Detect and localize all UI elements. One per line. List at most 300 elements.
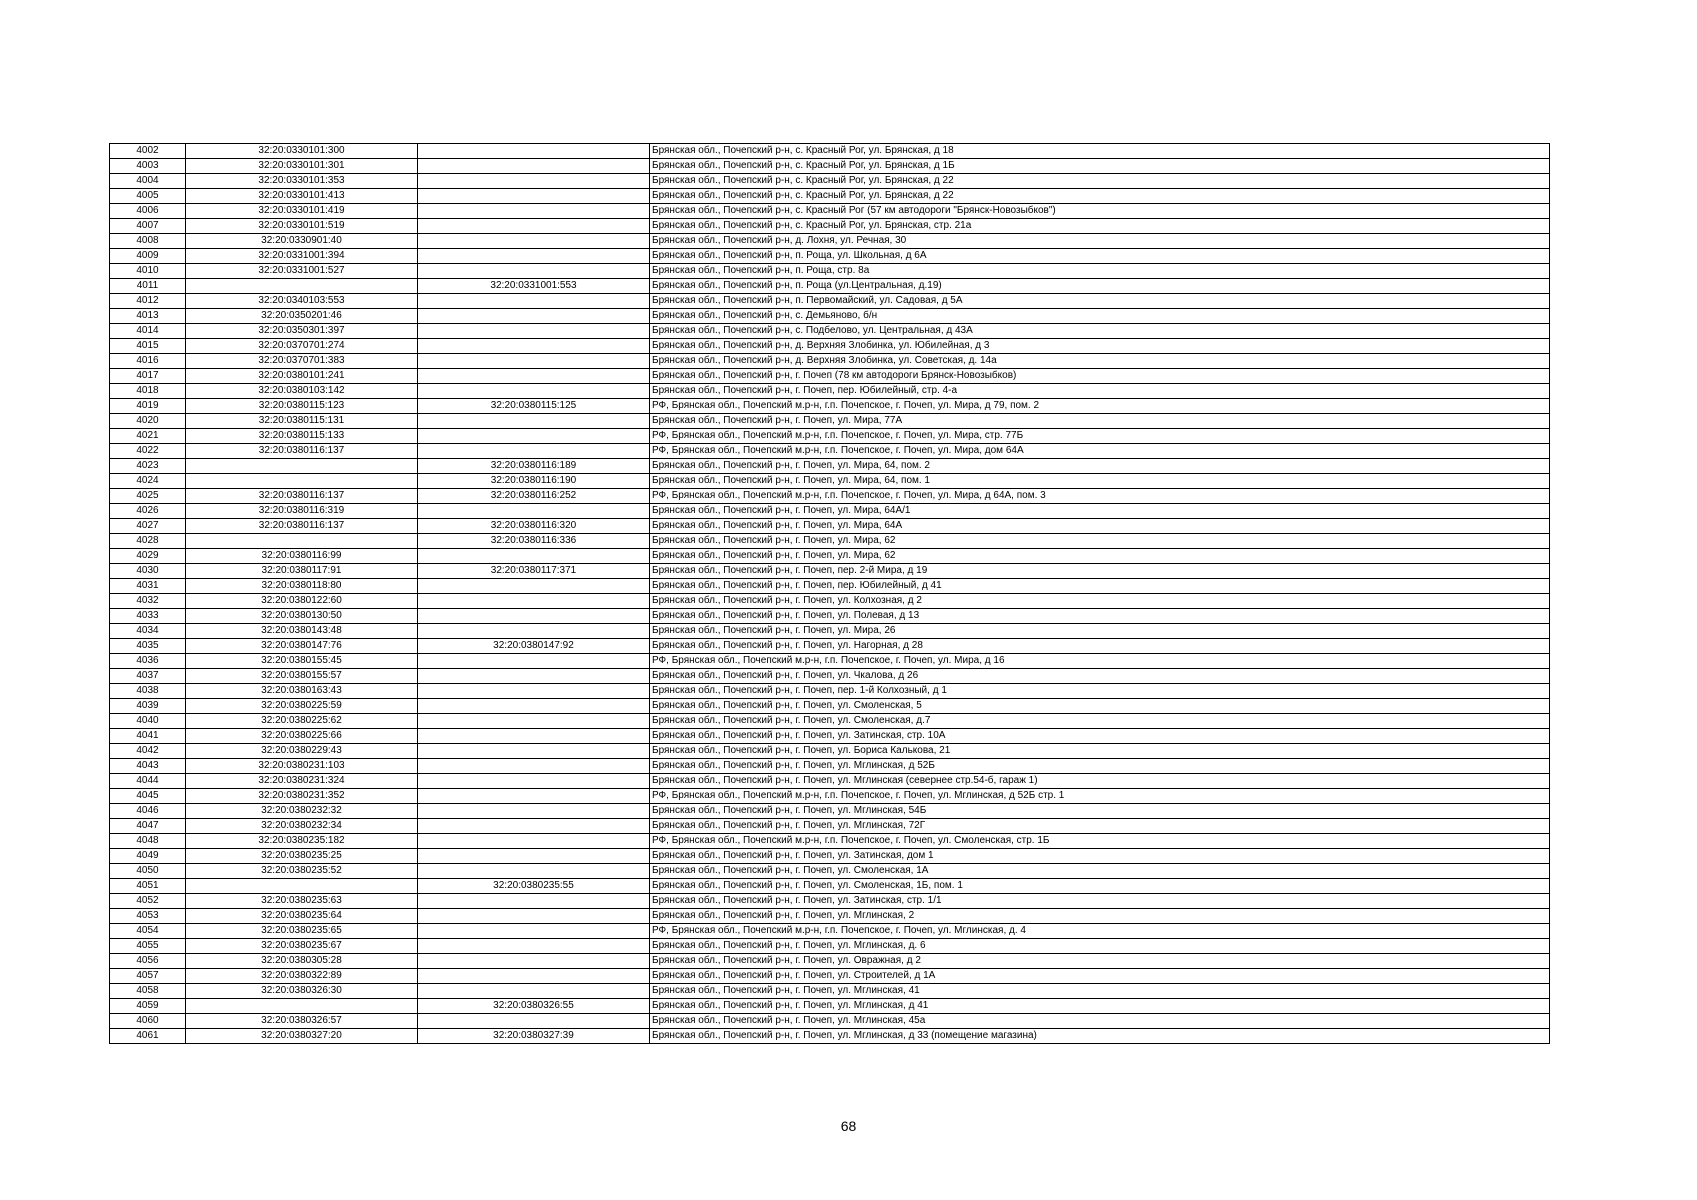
cadastral-number-cell: 32:20:0330101:353 (186, 174, 418, 189)
address-cell: Брянская обл., Почепский р-н, г. Почеп, пер. 2-й Мира, д 19 (650, 564, 1550, 579)
table-row (110, 594, 1550, 609)
cadastral-number-cell: 32:20:0380232:32 (186, 804, 418, 819)
cadastral-number-cell (186, 279, 418, 294)
linked-cadastral-number-cell (418, 864, 650, 879)
table-row (110, 879, 1550, 894)
address-cell: Брянская обл., Почепский р-н, г. Почеп, ул. Бориса Калькова, 21 (650, 744, 1550, 759)
linked-cadastral-number-cell (418, 954, 650, 969)
row-number-cell: 4057 (110, 969, 186, 984)
cadastral-number-cell: 32:20:0380130:50 (186, 609, 418, 624)
row-number-cell: 4044 (110, 774, 186, 789)
cadastral-number-cell: 32:20:0380327:20 (186, 1029, 418, 1044)
address-cell: Брянская обл., Почепский р-н, п. Первомайский, ул. Садовая, д 5А (650, 294, 1550, 309)
cadastral-number-cell: 32:20:0380225:59 (186, 699, 418, 714)
address-cell: Брянская обл., Почепский р-н, г. Почеп, ул. Мира, 62 (650, 549, 1550, 564)
cadastral-number-cell: 32:20:0380155:57 (186, 669, 418, 684)
property-registry-table (109, 143, 1550, 1044)
address-cell: РФ, Брянская обл., Почепский м.р-н, г.п. Почепское, г. Почеп, ул. Смоленская, стр. 1Б (650, 834, 1550, 849)
address-cell: Брянская обл., Почепский р-н, г. Почеп, ул. Мира, 64, пом. 1 (650, 474, 1550, 489)
address-cell: Брянская обл., Почепский р-н, г. Почеп, ул. Мглинская (севернее стр.54-б, гараж 1) (650, 774, 1550, 789)
address-cell: РФ, Брянская обл., Почепский м.р-н, г.п. Почепское, г. Почеп, ул. Мглинская, д 52Б стр. 1 (650, 789, 1550, 804)
table-row (110, 294, 1550, 309)
cadastral-number-cell: 32:20:0380225:62 (186, 714, 418, 729)
cadastral-number-cell: 32:20:0380235:67 (186, 939, 418, 954)
cadastral-number-cell: 32:20:0380155:45 (186, 654, 418, 669)
cadastral-number-cell: 32:20:0330101:300 (186, 144, 418, 159)
row-number-cell: 4022 (110, 444, 186, 459)
linked-cadastral-number-cell (418, 159, 650, 174)
address-cell: Брянская обл., Почепский р-н, г. Почеп, ул. Смоленская, д.7 (650, 714, 1550, 729)
table-row (110, 1014, 1550, 1029)
row-number-cell: 4032 (110, 594, 186, 609)
cadastral-number-cell: 32:20:0380229:43 (186, 744, 418, 759)
table-row (110, 444, 1550, 459)
cadastral-number-cell: 32:20:0330101:419 (186, 204, 418, 219)
linked-cadastral-number-cell (418, 819, 650, 834)
linked-cadastral-number-cell (418, 354, 650, 369)
address-cell: Брянская обл., Почепский р-н, г. Почеп, ул. Мира, 26 (650, 624, 1550, 639)
linked-cadastral-number-cell: 32:20:0380235:55 (418, 879, 650, 894)
row-number-cell: 4046 (110, 804, 186, 819)
cadastral-number-cell: 32:20:0380235:52 (186, 864, 418, 879)
address-cell: Брянская обл., Почепский р-н, д. Верхняя Злобинка, ул. Советская, д. 14а (650, 354, 1550, 369)
cadastral-number-cell: 32:20:0380163:43 (186, 684, 418, 699)
page-number: 68 (840, 1118, 857, 1134)
address-cell: Брянская обл., Почепский р-н, г. Почеп, ул. Чкалова, д 26 (650, 669, 1550, 684)
linked-cadastral-number-cell (418, 729, 650, 744)
address-cell: Брянская обл., Почепский р-н, г. Почеп, ул. Нагорная, д 28 (650, 639, 1550, 654)
cadastral-number-cell: 32:20:0380147:76 (186, 639, 418, 654)
cadastral-number-cell: 32:20:0380116:137 (186, 489, 418, 504)
table-row (110, 969, 1550, 984)
table-row (110, 1029, 1550, 1044)
linked-cadastral-number-cell: 32:20:0380327:39 (418, 1029, 650, 1044)
row-number-cell: 4020 (110, 414, 186, 429)
linked-cadastral-number-cell (418, 924, 650, 939)
cadastral-number-cell: 32:20:0370701:274 (186, 339, 418, 354)
table-row (110, 639, 1550, 654)
table-row (110, 984, 1550, 999)
linked-cadastral-number-cell (418, 684, 650, 699)
linked-cadastral-number-cell (418, 144, 650, 159)
cadastral-number-cell (186, 459, 418, 474)
linked-cadastral-number-cell (418, 324, 650, 339)
address-cell: Брянская обл., Почепский р-н, с. Подбелово, ул. Центральная, д 43А (650, 324, 1550, 339)
table-row (110, 804, 1550, 819)
address-cell: Брянская обл., Почепский р-н, г. Почеп, ул. Затинская, дом 1 (650, 849, 1550, 864)
row-number-cell: 4052 (110, 894, 186, 909)
linked-cadastral-number-cell: 32:20:0380117:371 (418, 564, 650, 579)
table-row (110, 519, 1550, 534)
table-row (110, 834, 1550, 849)
address-cell: Брянская обл., Почепский р-н, с. Красный Рог, ул. Брянская, д 22 (650, 189, 1550, 204)
address-cell: Брянская обл., Почепский р-н, г. Почеп, ул. Мглинская, д 41 (650, 999, 1550, 1014)
table-row (110, 864, 1550, 879)
table-row (110, 564, 1550, 579)
cadastral-number-cell: 32:20:0380115:123 (186, 399, 418, 414)
row-number-cell: 4028 (110, 534, 186, 549)
cadastral-number-cell: 32:20:0380322:89 (186, 969, 418, 984)
row-number-cell: 4005 (110, 189, 186, 204)
address-cell: Брянская обл., Почепский р-н, г. Почеп (78 км автодороги Брянск-Новозыбков) (650, 369, 1550, 384)
address-cell: РФ, Брянская обл., Почепский м.р-н, г.п. Почепское, г. Почеп, ул. Мира, д 16 (650, 654, 1550, 669)
row-number-cell: 4021 (110, 429, 186, 444)
address-cell: РФ, Брянская обл., Почепский м.р-н, г.п. Почепское, г. Почеп, ул. Мира, дом 64А (650, 444, 1550, 459)
cadastral-number-cell: 32:20:0330101:301 (186, 159, 418, 174)
address-cell: Брянская обл., Почепский р-н, г. Почеп, ул. Мглинская, 45а (650, 1014, 1550, 1029)
table-row (110, 714, 1550, 729)
address-cell: Брянская обл., Почепский р-н, с. Красный Рог, ул. Брянская, стр. 21а (650, 219, 1550, 234)
cadastral-number-cell: 32:20:0380235:65 (186, 924, 418, 939)
cadastral-number-cell: 32:20:0380116:137 (186, 444, 418, 459)
cadastral-number-cell: 32:20:0330101:413 (186, 189, 418, 204)
cadastral-number-cell: 32:20:0380326:30 (186, 984, 418, 999)
row-number-cell: 4012 (110, 294, 186, 309)
cadastral-number-cell: 32:20:0350201:46 (186, 309, 418, 324)
address-cell: Брянская обл., Почепский р-н, г. Почеп, пер. Юбилейный, д 41 (650, 579, 1550, 594)
address-cell: Брянская обл., Почепский р-н, г. Почеп, ул. Мглинская, 41 (650, 984, 1550, 999)
row-number-cell: 4055 (110, 939, 186, 954)
cadastral-number-cell: 32:20:0331001:394 (186, 249, 418, 264)
row-number-cell: 4019 (110, 399, 186, 414)
address-cell: Брянская обл., Почепский р-н, г. Почеп, ул. Смоленская, 1Б, пом. 1 (650, 879, 1550, 894)
table-row (110, 954, 1550, 969)
cadastral-number-cell: 32:20:0380115:131 (186, 414, 418, 429)
address-cell: Брянская обл., Почепский р-н, г. Почеп, ул. Мира, 64А (650, 519, 1550, 534)
table-row (110, 579, 1550, 594)
table-row (110, 489, 1550, 504)
row-number-cell: 4043 (110, 759, 186, 774)
table-row (110, 399, 1550, 414)
table-row (110, 159, 1550, 174)
address-cell: Брянская обл., Почепский р-н, г. Почеп, ул. Смоленская, 5 (650, 699, 1550, 714)
row-number-cell: 4045 (110, 789, 186, 804)
address-cell: Брянская обл., Почепский р-н, г. Почеп, пер. Юбилейный, стр. 4-а (650, 384, 1550, 399)
row-number-cell: 4051 (110, 879, 186, 894)
registry-table-body (110, 144, 1550, 1044)
linked-cadastral-number-cell (418, 1014, 650, 1029)
linked-cadastral-number-cell (418, 714, 650, 729)
cadastral-number-cell: 32:20:0380116:137 (186, 519, 418, 534)
table-row (110, 819, 1550, 834)
cadastral-number-cell: 32:20:0380305:28 (186, 954, 418, 969)
address-cell: Брянская обл., Почепский р-н, г. Почеп, ул. Мира, 64, пом. 2 (650, 459, 1550, 474)
address-cell: Брянская обл., Почепский р-н, г. Почеп, ул. Смоленская, 1А (650, 864, 1550, 879)
table-row (110, 699, 1550, 714)
linked-cadastral-number-cell (418, 939, 650, 954)
linked-cadastral-number-cell (418, 249, 650, 264)
row-number-cell: 4053 (110, 909, 186, 924)
linked-cadastral-number-cell (418, 834, 650, 849)
row-number-cell: 4058 (110, 984, 186, 999)
row-number-cell: 4011 (110, 279, 186, 294)
address-cell: Брянская обл., Почепский р-н, д. Верхняя Злобинка, ул. Юбилейная, д 3 (650, 339, 1550, 354)
row-number-cell: 4039 (110, 699, 186, 714)
linked-cadastral-number-cell (418, 504, 650, 519)
address-cell: Брянская обл., Почепский р-н, г. Почеп, ул. Мглинская, д. 6 (650, 939, 1550, 954)
table-row (110, 924, 1550, 939)
cadastral-number-cell (186, 879, 418, 894)
address-cell: Брянская обл., Почепский р-н, г. Почеп, ул. Мира, 77А (650, 414, 1550, 429)
linked-cadastral-number-cell (418, 174, 650, 189)
address-cell: Брянская обл., Почепский р-н, с. Красный Рог, ул. Брянская, д 22 (650, 174, 1550, 189)
address-cell: Брянская обл., Почепский р-н, г. Почеп, ул. Мглинская, д 52Б (650, 759, 1550, 774)
row-number-cell: 4034 (110, 624, 186, 639)
table-row (110, 894, 1550, 909)
linked-cadastral-number-cell (418, 294, 650, 309)
linked-cadastral-number-cell (418, 789, 650, 804)
linked-cadastral-number-cell: 32:20:0380147:92 (418, 639, 650, 654)
table-row (110, 654, 1550, 669)
cadastral-number-cell: 32:20:0380231:103 (186, 759, 418, 774)
table-row (110, 909, 1550, 924)
cadastral-number-cell (186, 534, 418, 549)
address-cell: РФ, Брянская обл., Почепский м.р-н, г.п. Почепское, г. Почеп, ул. Мира, стр. 77Б (650, 429, 1550, 444)
table-row (110, 684, 1550, 699)
linked-cadastral-number-cell (418, 909, 650, 924)
linked-cadastral-number-cell (418, 609, 650, 624)
row-number-cell: 4026 (110, 504, 186, 519)
row-number-cell: 4004 (110, 174, 186, 189)
linked-cadastral-number-cell (418, 759, 650, 774)
row-number-cell: 4049 (110, 849, 186, 864)
table-row (110, 174, 1550, 189)
table-row (110, 774, 1550, 789)
linked-cadastral-number-cell (418, 414, 650, 429)
cadastral-number-cell: 32:20:0380235:25 (186, 849, 418, 864)
table-row (110, 939, 1550, 954)
linked-cadastral-number-cell (418, 894, 650, 909)
address-cell: РФ, Брянская обл., Почепский м.р-н, г.п. Почепское, г. Почеп, ул. Мира, д 79, пом. 2 (650, 399, 1550, 414)
row-number-cell: 4060 (110, 1014, 186, 1029)
table-row (110, 279, 1550, 294)
row-number-cell: 4027 (110, 519, 186, 534)
table-row (110, 609, 1550, 624)
cadastral-number-cell: 32:20:0380225:66 (186, 729, 418, 744)
linked-cadastral-number-cell: 32:20:0380116:252 (418, 489, 650, 504)
row-number-cell: 4059 (110, 999, 186, 1014)
linked-cadastral-number-cell: 32:20:0380115:125 (418, 399, 650, 414)
linked-cadastral-number-cell (418, 774, 650, 789)
address-cell: Брянская обл., Почепский р-н, г. Почеп, ул. Колхозная, д 2 (650, 594, 1550, 609)
row-number-cell: 4040 (110, 714, 186, 729)
table-row (110, 309, 1550, 324)
row-number-cell: 4029 (110, 549, 186, 564)
row-number-cell: 4054 (110, 924, 186, 939)
cadastral-number-cell: 32:20:0380231:324 (186, 774, 418, 789)
linked-cadastral-number-cell (418, 594, 650, 609)
cadastral-number-cell: 32:20:0370701:383 (186, 354, 418, 369)
cadastral-number-cell: 32:20:0330901:40 (186, 234, 418, 249)
linked-cadastral-number-cell (418, 699, 650, 714)
linked-cadastral-number-cell (418, 669, 650, 684)
address-cell: Брянская обл., Почепский р-н, г. Почеп, ул. Мглинская, 54Б (650, 804, 1550, 819)
cadastral-number-cell: 32:20:0380232:34 (186, 819, 418, 834)
row-number-cell: 4047 (110, 819, 186, 834)
row-number-cell: 4023 (110, 459, 186, 474)
linked-cadastral-number-cell: 32:20:0380116:336 (418, 534, 650, 549)
cadastral-number-cell: 32:20:0380231:352 (186, 789, 418, 804)
linked-cadastral-number-cell: 32:20:0380116:320 (418, 519, 650, 534)
row-number-cell: 4056 (110, 954, 186, 969)
address-cell: Брянская обл., Почепский р-н, г. Почеп, ул. Мглинская, 2 (650, 909, 1550, 924)
address-cell: Брянская обл., Почепский р-н, п. Роща, ул. Школьная, д 6А (650, 249, 1550, 264)
address-cell: Брянская обл., Почепский р-н, г. Почеп, ул. Полевая, д 13 (650, 609, 1550, 624)
table-row (110, 549, 1550, 564)
address-cell: Брянская обл., Почепский р-н, г. Почеп, пер. 1-й Колхозный, д 1 (650, 684, 1550, 699)
linked-cadastral-number-cell (418, 429, 650, 444)
table-row (110, 789, 1550, 804)
row-number-cell: 4037 (110, 669, 186, 684)
table-row (110, 474, 1550, 489)
cadastral-number-cell: 32:20:0331001:527 (186, 264, 418, 279)
linked-cadastral-number-cell (418, 969, 650, 984)
cadastral-number-cell: 32:20:0380235:64 (186, 909, 418, 924)
row-number-cell: 4025 (110, 489, 186, 504)
row-number-cell: 4003 (110, 159, 186, 174)
address-cell: Брянская обл., Почепский р-н, с. Красный Рог, ул. Брянская, д 18 (650, 144, 1550, 159)
row-number-cell: 4048 (110, 834, 186, 849)
cadastral-number-cell: 32:20:0330101:519 (186, 219, 418, 234)
linked-cadastral-number-cell (418, 339, 650, 354)
linked-cadastral-number-cell (418, 219, 650, 234)
table-row (110, 459, 1550, 474)
linked-cadastral-number-cell (418, 369, 650, 384)
row-number-cell: 4035 (110, 639, 186, 654)
cadastral-number-cell: 32:20:0380115:133 (186, 429, 418, 444)
row-number-cell: 4033 (110, 609, 186, 624)
address-cell: Брянская обл., Почепский р-н, г. Почеп, ул. Строителей, д 1А (650, 969, 1550, 984)
address-cell: Брянская обл., Почепский р-н, г. Почеп, ул. Мира, 64А/1 (650, 504, 1550, 519)
table-row (110, 219, 1550, 234)
cadastral-number-cell: 32:20:0380326:57 (186, 1014, 418, 1029)
row-number-cell: 4006 (110, 204, 186, 219)
table-row (110, 369, 1550, 384)
table-row (110, 339, 1550, 354)
table-row (110, 264, 1550, 279)
linked-cadastral-number-cell (418, 984, 650, 999)
table-row (110, 759, 1550, 774)
address-cell: Брянская обл., Почепский р-н, г. Почеп, ул. Мглинская, д 33 (помещение магазина) (650, 1029, 1550, 1044)
table-row (110, 429, 1550, 444)
row-number-cell: 4015 (110, 339, 186, 354)
cadastral-number-cell: 32:20:0380118:80 (186, 579, 418, 594)
row-number-cell: 4042 (110, 744, 186, 759)
row-number-cell: 4036 (110, 654, 186, 669)
table-row (110, 729, 1550, 744)
linked-cadastral-number-cell (418, 264, 650, 279)
linked-cadastral-number-cell (418, 309, 650, 324)
row-number-cell: 4009 (110, 249, 186, 264)
cadastral-number-cell: 32:20:0380116:99 (186, 549, 418, 564)
linked-cadastral-number-cell (418, 189, 650, 204)
linked-cadastral-number-cell (418, 624, 650, 639)
address-cell: РФ, Брянская обл., Почепский м.р-н, г.п. Почепское, г. Почеп, ул. Мира, д 64А, пом. 3 (650, 489, 1550, 504)
address-cell: Брянская обл., Почепский р-н, г. Почеп, ул. Затинская, стр. 1/1 (650, 894, 1550, 909)
row-number-cell: 4010 (110, 264, 186, 279)
cadastral-number-cell: 32:20:0380116:319 (186, 504, 418, 519)
table-row (110, 669, 1550, 684)
cadastral-number-cell: 32:20:0380143:48 (186, 624, 418, 639)
address-cell: Брянская обл., Почепский р-н, г. Почеп, ул. Мглинская, 72Г (650, 819, 1550, 834)
linked-cadastral-number-cell (418, 849, 650, 864)
row-number-cell: 4031 (110, 579, 186, 594)
linked-cadastral-number-cell (418, 804, 650, 819)
cadastral-number-cell (186, 474, 418, 489)
cadastral-number-cell: 32:20:0350301:397 (186, 324, 418, 339)
table-row (110, 999, 1550, 1014)
cadastral-number-cell: 32:20:0380103:142 (186, 384, 418, 399)
row-number-cell: 4016 (110, 354, 186, 369)
linked-cadastral-number-cell: 32:20:0331001:553 (418, 279, 650, 294)
cadastral-number-cell: 32:20:0380117:91 (186, 564, 418, 579)
address-cell: РФ, Брянская обл., Почепский м.р-н, г.п. Почепское, г. Почеп, ул. Мглинская, д. 4 (650, 924, 1550, 939)
row-number-cell: 4050 (110, 864, 186, 879)
address-cell: Брянская обл., Почепский р-н, п. Роща, стр. 8а (650, 264, 1550, 279)
table-row (110, 414, 1550, 429)
table-row (110, 534, 1550, 549)
address-cell: Брянская обл., Почепский р-н, с. Демьяново, б/н (650, 309, 1550, 324)
cadastral-number-cell: 32:20:0380122:60 (186, 594, 418, 609)
linked-cadastral-number-cell (418, 549, 650, 564)
address-cell: Брянская обл., Почепский р-н, с. Красный Рог (57 км автодороги "Брянск-Новозыбков") (650, 204, 1550, 219)
row-number-cell: 4018 (110, 384, 186, 399)
row-number-cell: 4041 (110, 729, 186, 744)
table-row (110, 204, 1550, 219)
linked-cadastral-number-cell (418, 384, 650, 399)
linked-cadastral-number-cell (418, 744, 650, 759)
table-row (110, 249, 1550, 264)
address-cell: Брянская обл., Почепский р-н, г. Почеп, ул. Затинская, стр. 10А (650, 729, 1550, 744)
address-cell: Брянская обл., Почепский р-н, г. Почеп, ул. Овражная, д 2 (650, 954, 1550, 969)
table-row (110, 234, 1550, 249)
cadastral-number-cell: 32:20:0340103:553 (186, 294, 418, 309)
row-number-cell: 4038 (110, 684, 186, 699)
linked-cadastral-number-cell: 32:20:0380326:55 (418, 999, 650, 1014)
table-row (110, 144, 1550, 159)
linked-cadastral-number-cell (418, 654, 650, 669)
row-number-cell: 4008 (110, 234, 186, 249)
address-cell: Брянская обл., Почепский р-н, с. Красный Рог, ул. Брянская, д 1Б (650, 159, 1550, 174)
row-number-cell: 4007 (110, 219, 186, 234)
table-row (110, 384, 1550, 399)
row-number-cell: 4002 (110, 144, 186, 159)
cadastral-number-cell: 32:20:0380235:63 (186, 894, 418, 909)
table-row (110, 354, 1550, 369)
linked-cadastral-number-cell: 32:20:0380116:190 (418, 474, 650, 489)
table-row (110, 189, 1550, 204)
table-row (110, 744, 1550, 759)
cadastral-number-cell: 32:20:0380235:182 (186, 834, 418, 849)
cadastral-number-cell: 32:20:0380101:241 (186, 369, 418, 384)
row-number-cell: 4061 (110, 1029, 186, 1044)
linked-cadastral-number-cell (418, 204, 650, 219)
linked-cadastral-number-cell (418, 444, 650, 459)
row-number-cell: 4030 (110, 564, 186, 579)
row-number-cell: 4017 (110, 369, 186, 384)
row-number-cell: 4013 (110, 309, 186, 324)
row-number-cell: 4014 (110, 324, 186, 339)
cadastral-number-cell (186, 999, 418, 1014)
table-row (110, 849, 1550, 864)
linked-cadastral-number-cell (418, 234, 650, 249)
row-number-cell: 4024 (110, 474, 186, 489)
table-row (110, 324, 1550, 339)
address-cell: Брянская обл., Почепский р-н, г. Почеп, ул. Мира, 62 (650, 534, 1550, 549)
address-cell: Брянская обл., Почепский р-н, п. Роща (ул.Центральная, д.19) (650, 279, 1550, 294)
address-cell: Брянская обл., Почепский р-н, д. Лохня, ул. Речная, 30 (650, 234, 1550, 249)
linked-cadastral-number-cell (418, 579, 650, 594)
